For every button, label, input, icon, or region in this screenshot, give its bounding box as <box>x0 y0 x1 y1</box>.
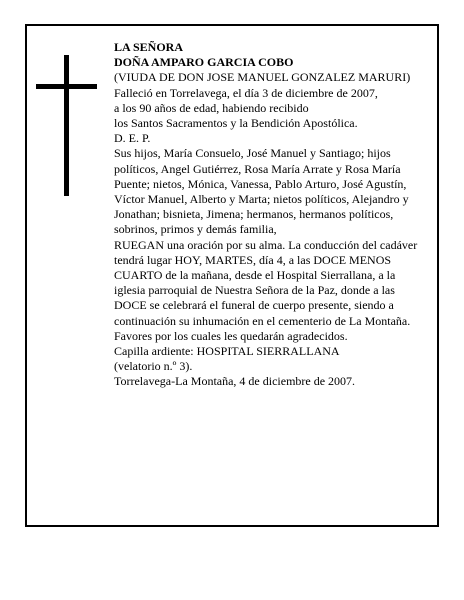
rip-text: D. E. P. <box>114 131 151 146</box>
obituary-text <box>114 40 419 390</box>
death-line-3: los Santos Sacramentos y la Bendición Apostólica. <box>114 116 358 131</box>
family-paragraph: Sus hijos, María Consuelo, José Manuel y Santiago; hijos políticos, Angel Gutiérrez, Rosa María Arrate y Rosa María Puente; nietos, Mónica, Vanessa, Pablo Arturo, José Agustín, Víctor Manuel, Alberto y Marta; nietos políticos, Alejandro y Jonathan; bisnieta, Jimena; hermanos, hermanos políticos, sobrinos, primos y demás familia, <box>114 146 409 237</box>
chapel-line-2: (velatorio n.º 3). <box>114 359 193 374</box>
death-line-2: a los 90 años de edad, habiendo recibido <box>114 100 309 115</box>
death-line-1: Falleció en Torrelavega, el día 3 de diciembre de 2007, <box>114 85 378 100</box>
widow-of: (VIUDA DE DON JOSE MANUEL GONZALEZ MARURI) <box>114 70 411 85</box>
place-date: Torrelavega-La Montaña, 4 de diciembre de 2007. <box>114 374 356 389</box>
notice-title-line1: LA SEÑORA <box>114 40 184 54</box>
deceased-name: DOÑA AMPARO GARCIA COBO <box>114 55 294 70</box>
cross-icon-bar <box>36 84 97 89</box>
request-paragraph: RUEGAN una oración por su alma. La conducción del cadáver tendrá lugar HOY, MARTES, día 4, a las DOCE MENOS CUARTO de la mañana, desde el Hospital Sierrallana, a la iglesia parroquial de Nuestra Señora de la Paz, donde a las DOCE se celebrará el funeral de cuerpo presente, siendo a continuación su inhumación en el cementerio de La Montaña. Favores por los cuales les quedarán agradecidos. <box>114 237 418 343</box>
chapel-line-1: Capilla ardiente: HOSPITAL SIERRALLANA <box>114 344 340 359</box>
cross-icon <box>64 55 69 196</box>
